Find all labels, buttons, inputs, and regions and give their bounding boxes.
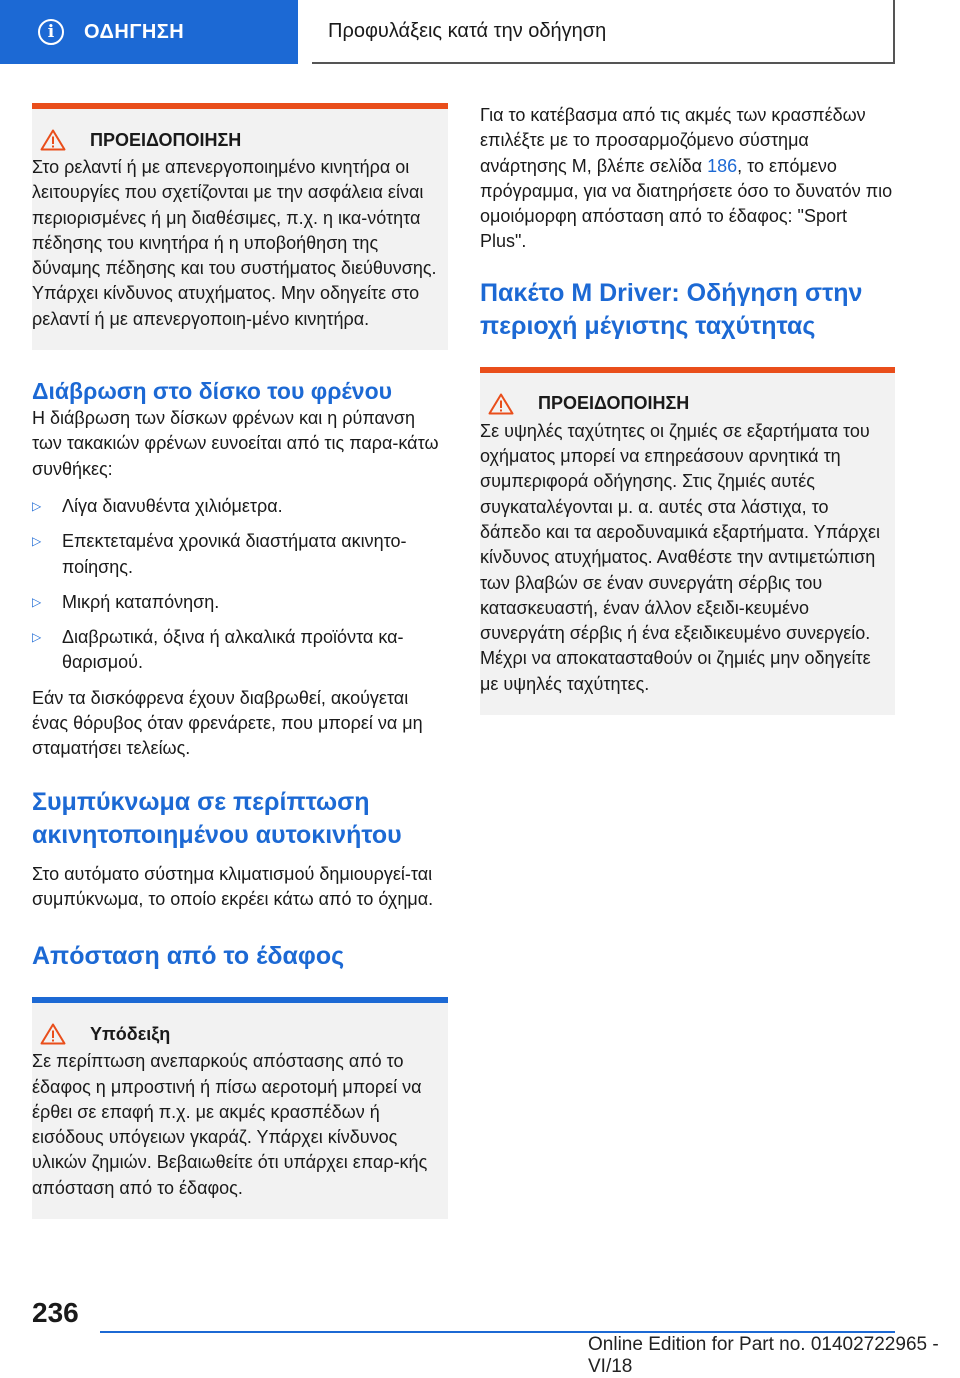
left-column <box>32 103 448 1245</box>
list-item-text: Επεκτεταμένα χρονικά διαστήματα ακινητο-ποίησης. <box>62 531 407 577</box>
section-title-box <box>312 0 895 64</box>
triangle-bullet-icon: ▷ <box>32 594 42 609</box>
warning-box <box>32 103 448 350</box>
list-item-text: Λίγα διανυθέντα χιλιόμετρα. <box>62 495 283 516</box>
list-item-text: Διαβρωτικά, όξινα ή αλκαλικά προϊόντα κα-θαρισμού. <box>62 627 404 673</box>
info-icon: i <box>38 19 64 45</box>
condensation-text: Στο αυτόματο σύστημα κλιματισμού δημιουργεί-ται συμπύκνωμα, το οποίο εκρέει κάτω από το όχημα. <box>32 863 434 909</box>
warning-triangle-icon <box>40 129 66 151</box>
note-title: Υπόδειξη <box>90 1023 171 1044</box>
suspension-text-after: , το επόμενο πρόγραμμα, για να διατηρήσετε όσο το δυνατόν πιο ομοιόμορφη απόσταση από το έδαφος: "Sport Plus". <box>480 155 893 252</box>
warning-text: Στο ρελαντί ή με απενεργοποιημένο κινητήρα οι λειτουργίες που σχετίζονται με την ασφάλεια είναι περιορισμένες ή μη διαθέσιμες, π.χ. η ικα-νότητα πέδησης του κινητήρα ή η υποβοήθηση της δύναμης πέδησης και του συστήματος διεύθυνσης. Υπάρχει κίνδυνος ατυχήματος. Μην οδηγείτε στο ρελαντί ή με απενεργοποιη-μένο κινητήρα. <box>32 157 437 329</box>
condensation-heading: Συμπύκνωμα σε περίπτωση ακινητοποιημένου αυτοκινήτου <box>32 787 402 849</box>
suspension-text-before: Για το κατέβασμα από τις ακμές των κρασπέδων επιλέξτε με το προσαρμοζόμενο σύστημα ανάρτησης M, βλέπε σελίδα <box>480 105 866 176</box>
triangle-bullet-icon: ▷ <box>32 534 42 549</box>
warning-header <box>480 393 895 419</box>
driver-package-heading: Πακέτο M Driver: Οδήγηση στην περιοχή μέγιστης ταχύτητας <box>480 278 863 340</box>
chapter-tab[interactable] <box>0 0 298 64</box>
warning-title: ΠΡΟΕΙΔΟΠΟΙΗΣΗ <box>90 129 242 150</box>
note-header <box>32 1023 448 1049</box>
warning-box <box>480 367 895 715</box>
clearance-heading: Απόσταση από το έδαφος <box>32 942 345 971</box>
warning-header <box>32 129 448 155</box>
right-column <box>480 103 895 741</box>
warning-title: ΠΡΟΕΙΔΟΠΟΙΗΣΗ <box>538 393 690 414</box>
list-item-text: Μικρή καταπόνηση. <box>62 591 220 612</box>
list-item <box>32 625 448 676</box>
corrosion-heading: Διάβρωση στο δίσκο του φρένου <box>32 378 393 405</box>
suspension-paragraph <box>480 103 895 255</box>
list-item <box>32 590 448 615</box>
triangle-bullet-icon: ▷ <box>32 630 42 645</box>
footer-divider <box>100 1331 895 1333</box>
note-box <box>32 997 448 1219</box>
corrosion-intro: Η διάβρωση των δίσκων φρένων και η ρύπανση των τακακιών φρένων ευνοείται από τις παρα-κάτω συνθήκες: <box>32 408 439 479</box>
note-text: Σε περίπτωση ανεπαρκούς απόστασης από το έδαφος η μπροστινή ή πίσω αεροτομή μπορεί να έρθει σε επαφή π.χ. με ακμές κρασπέδων ή εισόδους υπόγειων γκαράζ. Υπάρχει κίνδυνος υλικών ζημιών. Βεβαιωθείτε ότι υπάρχει επαρ-κής απόσταση από το έδαφος. <box>32 1051 428 1198</box>
edition-footer: Online Edition for Part no. 01402722965 - VI/18 <box>588 1334 939 1377</box>
section-title: Προφυλάξεις κατά την οδήγηση <box>328 19 607 42</box>
chapter-tab-label: ΟΔΗΓΗΣΗ <box>84 20 185 43</box>
warning-triangle-icon <box>40 1023 66 1045</box>
list-item <box>32 494 448 519</box>
corrosion-outro: Εάν τα δισκόφρενα έχουν διαβρωθεί, ακούγεται ένας θόρυβος όταν φρενάρετε, που μπορεί να μη σταματήσει τελείως. <box>32 687 423 759</box>
page-reference-link[interactable]: 186 <box>707 155 738 176</box>
page-number: 236 <box>32 1297 79 1328</box>
warning-text: Σε υψηλές ταχύτητες οι ζημιές σε εξαρτήματα του οχήματος μπορεί να επηρεάσουν αρνητικά τη συμπεριφορά οδήγησης. Στις ζημιές αυτές συγκαταλέγονται μ. α. αυτές στα λάστιχα, το δάπεδο και τα αεροδυναμικά εξαρτήματα. Υπάρχει κίνδυνος ατυχήματος. Αναθέστε την αντιμετώπιση των βλαβών σε έναν συνεργάτη σέρβις του κατασκευαστή, έναν άλλον εξειδι-κευμένο συνεργάτη σέρβις ή ένα εξειδικευμένο συνεργείο. Μέχρι να αποκατασταθούν οι ζημιές μην οδηγείτε με υψηλές ταχύτητες. <box>480 420 880 694</box>
triangle-bullet-icon: ▷ <box>32 498 42 513</box>
list-item <box>32 529 448 580</box>
corrosion-list <box>32 494 448 676</box>
warning-triangle-icon <box>488 393 514 415</box>
